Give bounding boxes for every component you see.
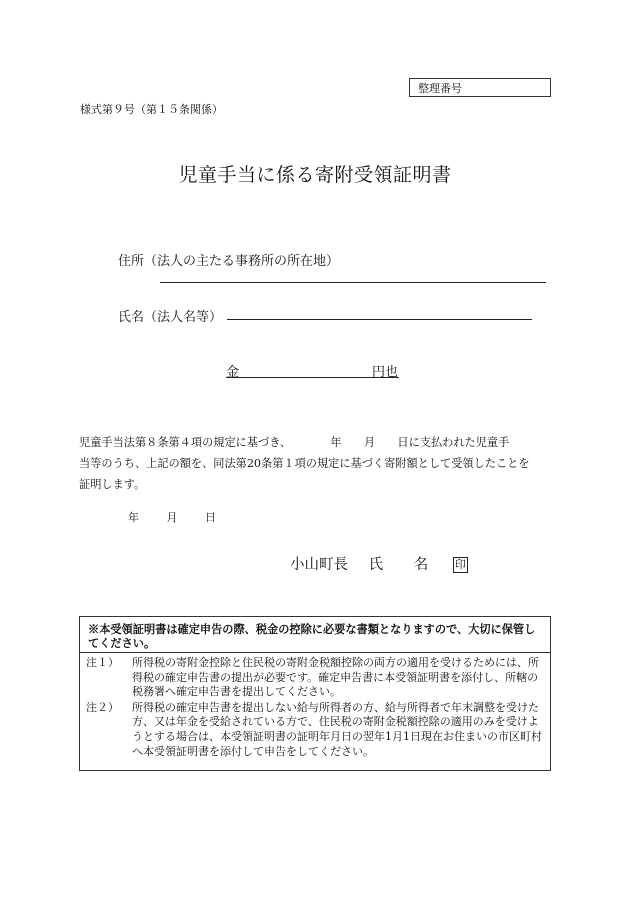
signature-block (290, 553, 468, 574)
form-id: 様式第９号（第１５条関係） (80, 103, 223, 116)
issue-date (128, 509, 240, 525)
address-field-line (160, 282, 546, 283)
note-text: 所得税の確定申告書を提出しない給与所得者の方、給与所得者で年末調整を受けた方、又は年金を受給されている方で、住民税の寄附金税額控除の適用のみを受けようとする場合は、本受領証明書の証明年月日の翌年1月1日現在お住まいの市区町村へ本受領証明書を添付して申告をしてください。 (132, 700, 542, 758)
date-year: 年 (128, 511, 139, 524)
name-field-line (227, 319, 532, 320)
signer-name-b: 名 (413, 557, 429, 573)
body-line: 当等のうち、上記の額を、同法第20条第１項の規定に基づく寄附額として受領したことを (79, 457, 530, 470)
note-item (86, 701, 542, 759)
signer-name-a: 氏 (368, 557, 384, 573)
certification-text (79, 432, 559, 495)
reference-number-box: 整理番号 (409, 78, 551, 97)
body-line: 証明します。 (79, 478, 146, 491)
note-text: 所得税の寄附金控除と住民税の寄附金税額控除の両方の適用を受けるためには、所得税の確定申告書の提出が必要です。確定申告書に本受領証明書を添付し、所轄の税務署へ確定申告書を提出してください。 (132, 656, 539, 699)
amount-prefix: 金 (226, 365, 240, 380)
note-label: 注２） (86, 700, 119, 714)
date-day: 日 (205, 511, 216, 524)
seal-mark: 印 (454, 558, 466, 571)
note-item (86, 656, 542, 700)
note-label: 注１） (86, 656, 119, 669)
name-label: 氏名（法人名等） (118, 310, 223, 325)
body-line: 児童手当法第８条第４項の規定に基づき、 年 月 日に支払われた児童手 (79, 436, 510, 449)
notice-header: ※本受領証明書は確定申告の際、税金の控除に必要な書類となりますので、大切に保管してください。 (80, 617, 550, 653)
amount-suffix: 円也 (372, 365, 399, 380)
document-title: 児童手当に係る寄附受領証明書 (178, 164, 452, 186)
notice-box (79, 616, 551, 771)
notes-list (80, 653, 550, 759)
signer-title: 小山町長 (290, 557, 348, 573)
date-month: 月 (166, 511, 178, 524)
address-label: 住所（法人の主たる事務所の所在地） (118, 254, 340, 269)
